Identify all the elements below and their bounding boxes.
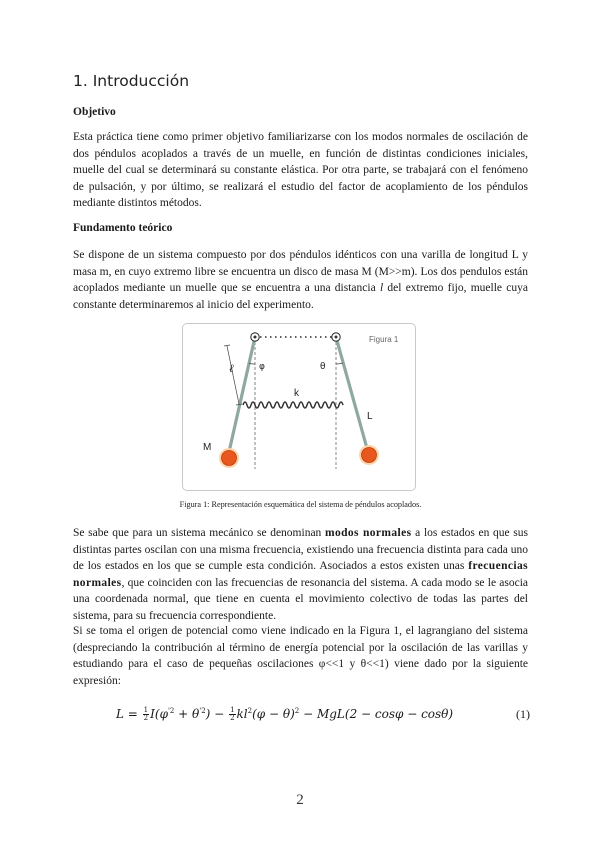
theta-label: θ [320,362,326,372]
coupling-spring [243,402,343,408]
equation-number: (1) [516,707,530,721]
pendulum-diagram [183,324,415,490]
mass-right [362,448,377,463]
lagrangian-equation: L = $\frac{1}{2}$ $I(\varphi^{'2} + \theta^{'2})$ − $\frac{1}{2}$ $kl^2(\varphi - \theta)^2 - MgL(2 - \cos\varphi - \cos\theta)$ (1) [116,706,530,722]
rod-left [229,337,255,452]
spring-k-label: k [294,388,299,399]
rod-length-label: L [367,411,373,422]
phi-arc [249,363,255,364]
mass-left [222,451,237,466]
figure-label: Figura 1 [369,335,399,344]
mass-label: M [203,442,212,453]
objetivo-paragraph: Esta práctica tiene como primer objetivo familiarizarse con los modos normales de oscilación de dos péndulos acoplados a través de un muelle, en función de distintas condiciones iniciales, muelle del cual se determinará su constante elástica. Por otra parte, se trabajará con el fenómeno de pulsación, y por último, se realizará el estudio del factor de acoplamiento de los péndulos mediante distintos métodos. [73,131,528,209]
ell-dimension-line [227,346,239,404]
section-title: 1. Introducción [73,72,190,90]
figure-caption: Figura 1: Representación esquemática del sistema de péndulos acoplados. [179,500,422,509]
fundamento-paragraph: Se dispone de un sistema compuesto por dos péndulos idénticos con una varilla de longitud L y masa m, en cuyo extremo libre se encuentra un disco de masa M (M>>m). Los dos pendulos están acoplados mediante un muelle que se encuentra a una distancia l del extremo fijo, muelle cuya constante determinaremos al inicio del experimento. [73,249,528,311]
phi-label: φ [259,362,265,372]
ell-label: ℓ [229,362,234,375]
coupled-pendulums-figure [182,323,416,491]
objetivo-heading: Objetivo [73,106,116,118]
rod-right [336,337,368,452]
fundamento-heading: Fundamento teórico [73,222,173,234]
page-number: 2 [296,792,304,808]
lagrangiano-paragraph: Si se toma el origen de potencial como viene indicado en la Figura 1, el lagrangiano del sistema (despreciando la contribución al término de energía potencial por la oscilación de las varillas y estudiando para el caso de pequeñas oscilaciones φ<<1 y θ<<1) viene dado por la siguiente expresión: [73,625,528,687]
modos-normales-paragraph: Se sabe que para un sistema mecánico se denominan modos normales a los estados en que sus distintas partes oscilan con una misma frecuencia, existiendo una frecuencia distinta para cada uno de los estados en los que se cumple esta condición. Asociados a estos existen unas frecuencias normales, que coinciden con las frecuencias de resonancia del sistema. A cada modo se le asocia una coordenada normal, que tiene en cuenta el movimiento colectivo de todas las partes del sistema, para su frecuencia correspondiente. [73,527,529,622]
